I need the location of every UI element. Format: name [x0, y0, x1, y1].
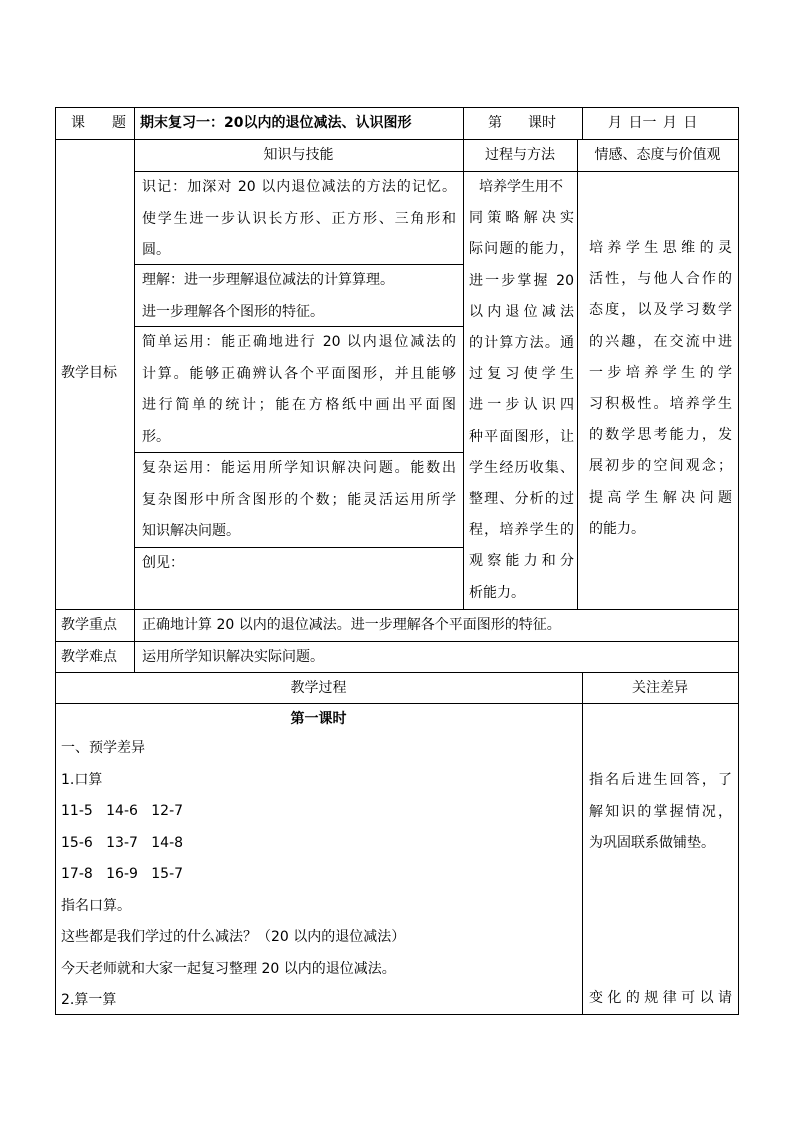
- attention-notes: 指名后进生回答，了 解知识的掌握情况， 为巩固联系做铺垫。: [589, 772, 732, 851]
- key-point-label: 教学重点: [61, 617, 117, 633]
- difficulty-label: 教学难点: [61, 649, 117, 665]
- subject-label-ke: 课: [71, 115, 85, 131]
- rule: [582, 672, 583, 1015]
- knowledge-understand: 理解：进一步理解退位减法的计算算理。 进一步理解各个图形的特征。: [142, 272, 394, 320]
- rule: [55, 139, 739, 140]
- list-item: 15-6 13-7 14-8: [61, 834, 184, 851]
- lesson-period-title: 第一课时: [290, 711, 347, 727]
- column-emotion: 情感、态度与价值观: [594, 147, 721, 163]
- attention-notes-bottom: 变化的规律可以请: [589, 990, 732, 1006]
- rule: [55, 107, 56, 1015]
- rule: [738, 107, 739, 1015]
- list-item: 一、预学差异: [61, 740, 145, 756]
- rule: [55, 703, 739, 704]
- list-item: 11-5 14-6 12-7: [61, 803, 184, 819]
- period-label-di: 第: [488, 115, 502, 131]
- rule: [577, 139, 578, 610]
- rule: [582, 107, 583, 140]
- rule: [55, 641, 739, 642]
- knowledge-complex-apply: 复杂运用：能运用所学知识解决问题。能数出 复杂图形中所含图形的个数；能灵活运用所学 知识解决问题。: [142, 460, 456, 539]
- emotion-attitude-text: 培养学生思维的灵 活性，与他人合作的 态度，以及学习数学 的兴趣，在交流中进 一步培养学生的学 习积极性。培养学生 的数学思考能力，发 展初步的空间观念； 提高学生解决问题 的能力。: [589, 240, 732, 537]
- column-knowledge: 知识与技能: [263, 147, 334, 163]
- key-point-text: 正确地计算 20 以内的退位减法。进一步理解各个平面图形的特征。: [142, 617, 561, 633]
- teaching-process-heading: 教学过程: [290, 680, 347, 696]
- knowledge-creative: 创见：: [142, 555, 184, 571]
- period-label-keshi: 课时: [528, 115, 556, 131]
- process-method-text: 培养学生用不 同策略解决实 际问题的能力， 进一步掌握 20 以内退位减法 的计算方法。通 过复习使学生 进一步认识四 种平面图形，让 学生经历收集、 整理、分析的过 程，培养学生的 观察能力和分 析能力。: [469, 179, 574, 601]
- rule: [134, 107, 135, 673]
- attention-differences-heading: 关注差异: [632, 680, 688, 696]
- date-range: 月 日一 月 日: [608, 115, 698, 131]
- list-item: 今天老师就和大家一起复习整理 20 以内的退位减法。: [61, 960, 396, 977]
- knowledge-recall: 识记：加深对 20 以内退位减法的方法的记忆。 使学生进一步认识长方形、正方形、三角形和 圆。: [142, 179, 456, 258]
- list-item: 1.口算: [61, 771, 103, 788]
- difficulty-text: 运用所学知识解决实际问题。: [142, 649, 324, 665]
- list-item: 2.算一算: [61, 992, 117, 1008]
- rule: [55, 672, 739, 673]
- knowledge-simple-apply: 简单运用：能正确地进行 20 以内退位减法的 计算。能够正确辨认各个平面图形，并且能够 进行简单的统计；能在方格纸中画出平面图 形。: [142, 334, 456, 445]
- list-item: 指名口算。: [61, 897, 131, 914]
- rule: [55, 609, 739, 610]
- column-process: 过程与方法: [485, 147, 555, 163]
- rule: [463, 107, 464, 610]
- list-item: 这些都是我们学过的什么减法？（20 以内的退位减法）: [61, 929, 406, 945]
- list-item: 17-8 16-9 15-7: [61, 866, 184, 882]
- objectives-label: 教学目标: [61, 365, 117, 381]
- rule: [55, 107, 739, 108]
- lesson-title: 期末复习一：20以内的退位减法、认识图形: [140, 115, 412, 131]
- subject-label-ti: 题: [112, 115, 126, 131]
- lesson-content: [61, 733, 576, 1017]
